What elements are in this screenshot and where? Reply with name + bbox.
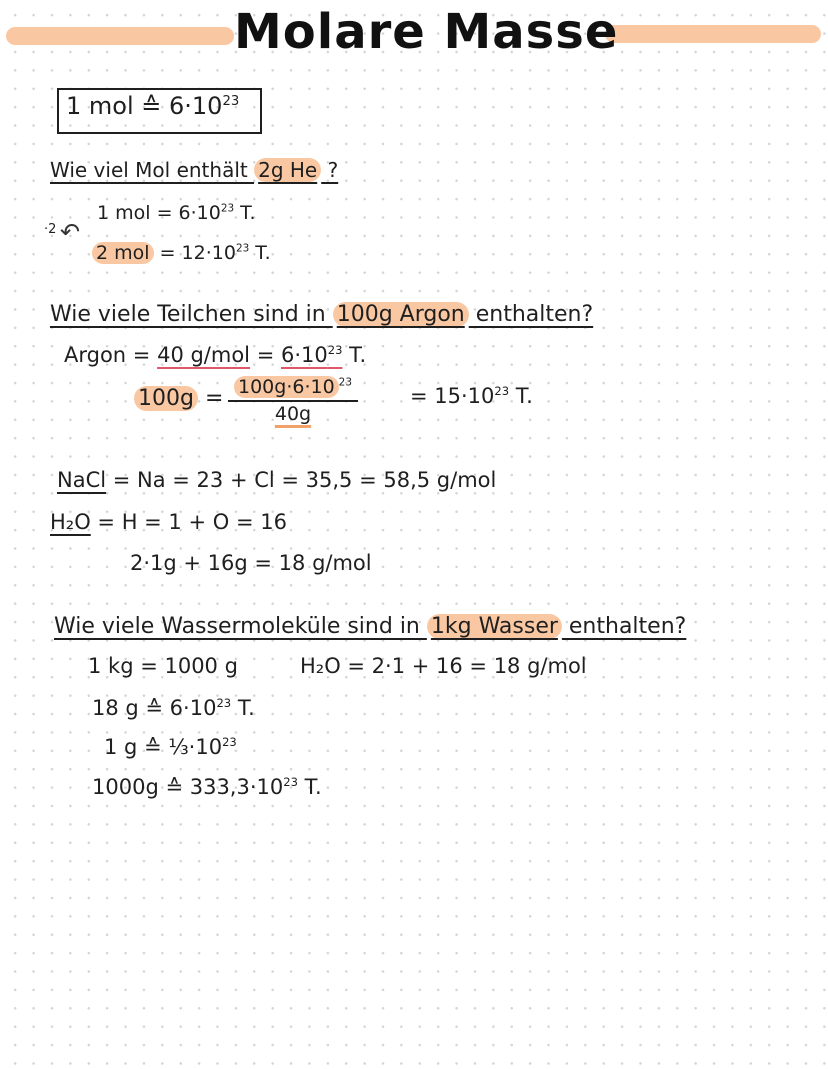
argon-molar-mass: 40 g/mol — [157, 343, 251, 367]
question-2: Wie viele Teilchen sind in 100g Argon enthalten? — [50, 302, 594, 327]
s4-line3: 1 g ≙ $\frac{1}{3}\cdot 10^{23}$ — [104, 735, 237, 759]
h2o-calc: 2·1g + 16g = 18 g/mol — [130, 551, 372, 575]
argon-lhs: 100g = — [134, 386, 223, 411]
title-highlight-right — [605, 25, 821, 43]
h2o-line: H₂O = H = 1 + O = 16 — [50, 510, 287, 534]
highlight-2mol: 2 mol — [92, 242, 154, 264]
avogadro-text: 1 mol ≙ $6\cdot 10^{23}$ — [66, 92, 240, 120]
nacl-line: NaCl = Na = 23 + Cl = 35,5 = 58,5 g/mol — [57, 468, 497, 492]
s1-line2: 2 mol = $12\cdot 10^{23}$ T. — [92, 242, 271, 264]
s4-line2: 18 g ≙ $6\cdot 10^{23}$ T. — [92, 696, 255, 720]
argon-fraction — [228, 376, 358, 425]
fraction-numerator: 100g·6·10 $^{23}$ — [228, 376, 358, 402]
fraction-denominator: 40g — [274, 403, 312, 425]
s4-line1-right: H₂O = 2·1 + 16 = 18 g/mol — [300, 654, 587, 678]
highlight-1kg-wasser: 1kg Wasser — [427, 614, 562, 639]
s4-line4: 1000g ≙ $333,3\cdot 10^{23}$ T. — [92, 775, 322, 799]
h2o-label: H₂O — [50, 510, 91, 534]
highlight-100g-argon: 100g Argon — [333, 302, 469, 327]
page-title: Molare Masse — [234, 4, 619, 60]
argon-particles: $6\cdot 10^{23}$ — [280, 343, 343, 367]
factor-label: ·2 — [44, 222, 57, 237]
s4-line1: 1 kg = 1000 g — [88, 654, 238, 678]
highlight-100g: 100g — [134, 386, 198, 411]
question-1: Wie viel Mol enthält 2g He ? — [50, 158, 339, 182]
s1-line1: 1 mol = $6\cdot 10^{23}$ T. — [97, 202, 256, 224]
argon-line: Argon = 40 $g/mol = 6\cdot 10^{23}$ T. — [64, 343, 367, 367]
argon-result: = $15\cdot 10^{23}$ T. — [410, 384, 533, 408]
nacl-label: NaCl — [57, 468, 107, 492]
question-4: Wie viele Wassermoleküle sind in 1kg Wasser enthalten? — [54, 614, 687, 639]
title-highlight-left — [6, 27, 234, 45]
curved-arrow-icon: ↶ — [60, 218, 81, 246]
highlight-2g-he: 2g He — [254, 158, 321, 182]
